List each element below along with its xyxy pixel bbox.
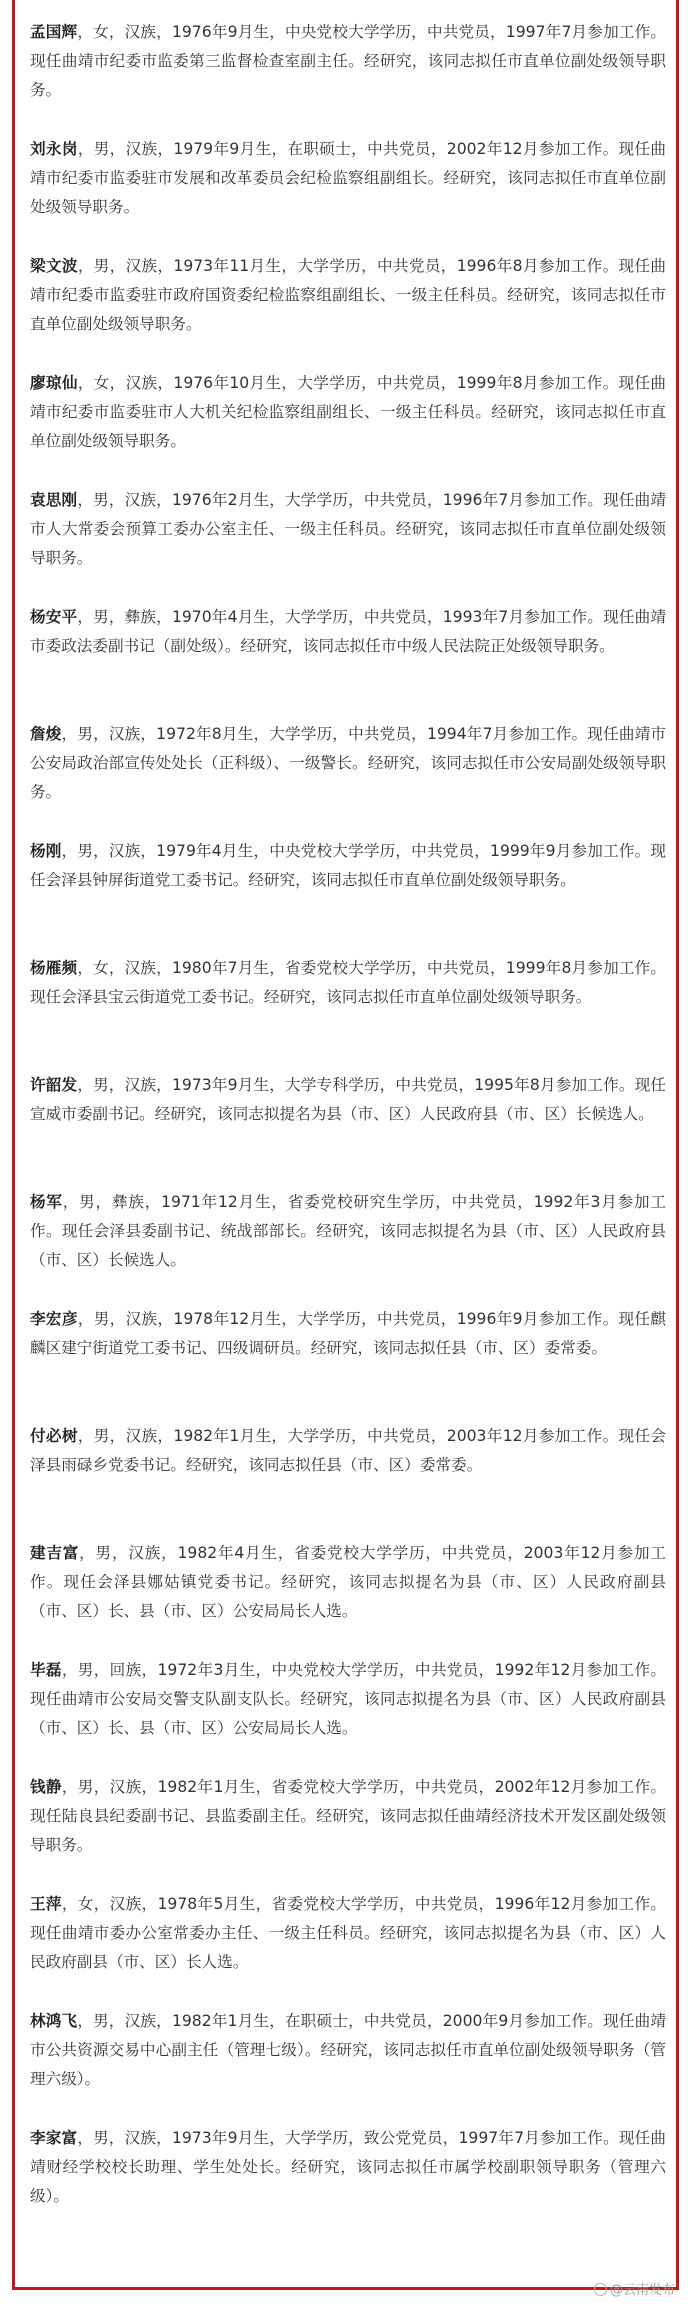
source-watermark xyxy=(594,2279,675,2298)
person-details: ，男，汉族，1976年2月生，大学学历，中共党员，1996年7月参加工作。现任曲靖市人大常委会预算工委办公室主任、一级主任科员。经研究，该同志拟任市直单位副处级领导职务。 xyxy=(30,491,666,567)
entry-paragraph xyxy=(30,135,666,225)
entry-paragraph xyxy=(30,1305,666,1395)
entry-paragraph xyxy=(30,1071,666,1161)
person-details: ，男，彝族，1970年4月生，大学学历，中共党员，1993年7月参加工作。现任曲靖市委政法委副书记（副处级）。经研究，该同志拟任市中级人民法院正处级领导职务。 xyxy=(30,608,666,655)
person-details: ，女，汉族，1976年9月生，中央党校大学学历，中共党员，1997年7月参加工作。现任曲靖市纪委市监委第三监督检查室副主任。经研究，该同志拟任市直单位副处级领导职务。 xyxy=(30,23,666,99)
person-details: ，女，汉族，1976年10月生，大学学历，中共党员，1999年8月参加工作。现任曲靖市纪委市监委驻市人大机关纪检监察组副组长、一级主任科员。经研究，该同志拟任市直单位副处级领导职务。 xyxy=(30,374,666,450)
entry-paragraph xyxy=(30,252,666,342)
entry-paragraph xyxy=(30,1539,666,1629)
person-name: 梁文波 xyxy=(30,257,78,275)
person-name: 毕磊 xyxy=(30,1661,62,1679)
person-name: 杨刚 xyxy=(30,842,62,860)
person-details: ，男，汉族，1973年9月生，大学专科学历，中共党员，1995年8月参加工作。现任宣威市委副书记。经研究，该同志拟提名为县（市、区）人民政府县（市、区）长候选人。 xyxy=(30,1076,666,1123)
person-details: ，男，彝族，1971年12月生，省委党校研究生学历，中共党员，1992年3月参加工作。现任会泽县委副书记、统战部部长。经研究，该同志拟提名为县（市、区）人民政府县（市、区）长候选人。 xyxy=(30,1193,666,1269)
person-details: ，男，汉族，1973年9月生，大学学历，致公党党员，1997年7月参加工作。现任曲靖财经学校校长助理、学生处处长。经研究，该同志拟任市属学校副职领导职务（管理六级）。 xyxy=(30,2129,666,2205)
entry-paragraph xyxy=(30,603,666,693)
person-name: 付必树 xyxy=(30,1427,78,1445)
entry-paragraph xyxy=(30,720,666,810)
person-name: 杨安平 xyxy=(30,608,78,626)
watermark-text: @云南发布 xyxy=(609,2283,675,2298)
entry-paragraph xyxy=(30,837,666,927)
person-name: 李家富 xyxy=(30,2129,78,2147)
person-name: 李宏彦 xyxy=(30,1310,78,1328)
person-name: 袁思刚 xyxy=(30,491,78,509)
person-name: 杨雁频 xyxy=(30,959,78,977)
person-name: 刘永岗 xyxy=(30,140,78,158)
person-name: 廖琼仙 xyxy=(30,374,78,392)
person-name: 林鸿飞 xyxy=(30,2012,78,2030)
entry-paragraph xyxy=(30,1773,666,1863)
person-name: 孟国辉 xyxy=(30,23,78,41)
person-details: ，男，汉族，1982年1月生，在职硕士，中共党员，2000年9月参加工作。现任曲靖市公共资源交易中心副主任（管理七级）。经研究，该同志拟任市直单位副处级领导职务（管理六级）。 xyxy=(30,2012,666,2088)
person-details: ，男，汉族，1982年1月生，大学学历，中共党员，2003年12月参加工作。现任会泽县雨碌乡党委书记。经研究，该同志拟任县（市、区）委常委。 xyxy=(30,1427,666,1474)
entry-paragraph xyxy=(30,1422,666,1512)
person-name: 杨军 xyxy=(30,1193,63,1211)
entry-paragraph xyxy=(30,1656,666,1746)
person-name: 詹焌 xyxy=(30,725,62,743)
person-name: 王萍 xyxy=(30,1895,62,1913)
person-details: ，男，回族，1972年3月生，中央党校大学学历，中共党员，1992年12月参加工作。现任曲靖市公安局交警支队副支队长。经研究，该同志拟提名为县（市、区）人民政府副县（市、区）长、县（市、区）公安局局长人选。 xyxy=(30,1661,666,1737)
person-name: 建吉富 xyxy=(30,1544,80,1562)
person-details: ，男，汉族，1978年12月生，大学学历，中共党员，1996年9月参加工作。现任麒麟区建宁街道党工委书记、四级调研员。经研究，该同志拟任县（市、区）委常委。 xyxy=(30,1310,666,1357)
person-details: ，女，汉族，1980年7月生，省委党校大学学历，中共党员，1999年8月参加工作。现任会泽县宝云街道党工委书记。经研究，该同志拟任市直单位副处级领导职务。 xyxy=(30,959,666,1006)
entry-paragraph xyxy=(30,486,666,576)
person-name: 钱静 xyxy=(30,1778,62,1796)
entry-paragraph xyxy=(30,1188,666,1278)
person-name: 许韶发 xyxy=(30,1076,78,1094)
person-details: ，男，汉族，1973年11月生，大学学历，中共党员，1996年8月参加工作。现任曲靖市纪委市监委驻市政府国资委纪检监察组副组长、一级主任科员。经研究，该同志拟任市直单位副处级领导职务。 xyxy=(30,257,666,333)
person-details: ，男，汉族，1979年4月生，中央党校大学学历，中共党员，1999年9月参加工作。现任会泽县钟屏街道党工委书记。经研究，该同志拟任市直单位副处级领导职务。 xyxy=(30,842,666,889)
person-details: ，男，汉族，1982年1月生，省委党校大学学历，中共党员，2002年12月参加工作。现任陆良县纪委副书记、县监委副主任。经研究，该同志拟任曲靖经济技术开发区副处级领导职务。 xyxy=(30,1778,666,1854)
person-details: ，男，汉族，1982年4月生，省委党校大学学历，中共党员，2003年12月参加工作。现任会泽县娜姑镇党委书记。经研究，该同志拟提名为县（市、区）人民政府副县（市、区）长、县（市、区）公安局局长人选。 xyxy=(30,1544,666,1620)
person-details: ，男，汉族，1972年8月生，大学学历，中共党员，1994年7月参加工作。现任曲靖市公安局政治部宣传处处长（正科级）、一级警长。经研究，该同志拟任市公安局副处级领导职务。 xyxy=(30,725,666,801)
entry-paragraph xyxy=(30,2124,666,2214)
entry-paragraph xyxy=(30,369,666,459)
announcement-list xyxy=(30,18,666,2214)
weibo-icon xyxy=(594,2283,607,2296)
person-details: ，女，汉族，1978年5月生，省委党校大学学历，中共党员，1996年12月参加工作。现任曲靖市委办公室常委办主任、一级主任科员。经研究，该同志拟提名为县（市、区）人民政府副县（市、区）长人选。 xyxy=(30,1895,666,1971)
entry-paragraph xyxy=(30,18,666,108)
person-details: ，男，汉族，1979年9月生，在职硕士，中共党员，2002年12月参加工作。现任曲靖市纪委市监委驻市发展和改革委员会纪检监察组副组长。经研究，该同志拟任市直单位副处级领导职务。 xyxy=(30,140,666,216)
entry-paragraph xyxy=(30,954,666,1044)
entry-paragraph xyxy=(30,1890,666,1980)
entry-paragraph xyxy=(30,2007,666,2097)
